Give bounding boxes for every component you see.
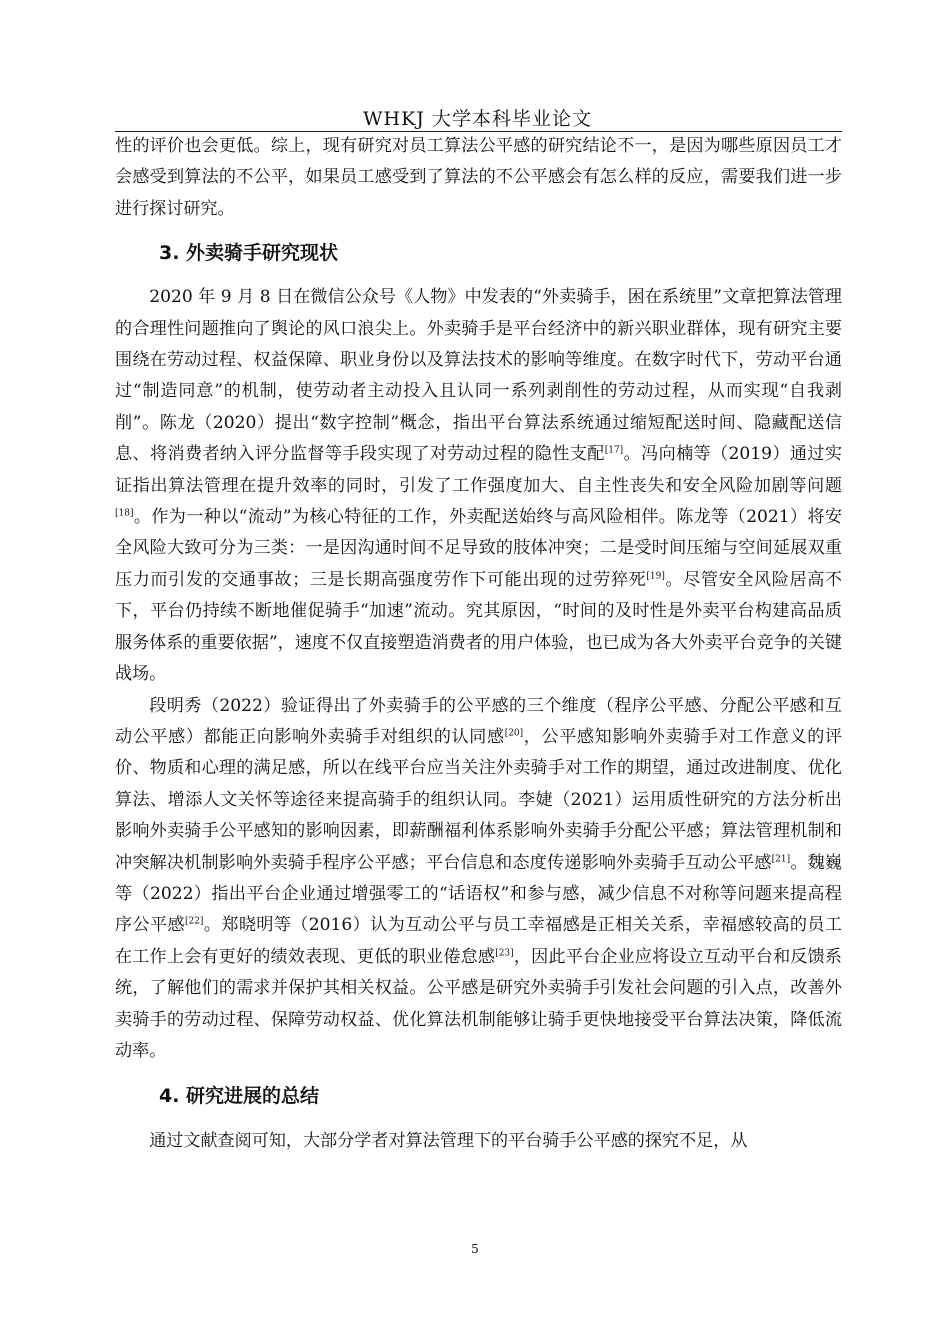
section-3-paragraph-1: [115, 282, 842, 690]
citation-22: [22]: [184, 916, 204, 927]
paragraph-text: 。郑晓明等（2016）认为互动公平与员工幸福感是正相关关系，幸福感较高的员工在工作上会有更好的绩效表现、更低的职业倦怠感: [115, 915, 843, 967]
paragraph-text: 。冯向楠等（2019）通过实证指出算法管理在提升效率的同时，引发了工作强度加大、自主性丧失和安全风险加剧等问题: [115, 444, 842, 496]
paragraph-text: 2020 年 9 月 8 日在微信公众号《人物》中发表的“外卖骑手，困在系统里”文章把算法管理的合理性问题推向了舆论的风口浪尖上。外卖骑手是平台经济中的新兴职业群体，现有研究主要围绕在劳动过程、权益保障、职业身份以及算法技术的影响等维度。在数字时代下，劳动平台通过“制造同意”的机制，使劳动者主动投入且认同一系列剥削性的劳动过程，从而实现“自我剥削”。陈龙（2020）提出“数字控制”概念，指出平台算法系统通过缩短配送时间、隐藏配送信息、将消费者纳入评分监督等手段实现了对劳动过程的隐性支配: [115, 287, 842, 465]
paragraph-text: 。作为一种以“流动”为核心特征的工作，外卖配送始终与高风险相伴。陈龙等（2021）将安全风险大致可分为三类：一是因沟通时间不足导致的肢体冲突；二是受时间压缩与空间延展双重压力而引发的交通事故；三是长期高强度劳作下可能出现的过劳猝死: [115, 507, 842, 590]
citation-23: [23]: [495, 948, 514, 959]
section-4-heading: 4. 研究进展的总结: [159, 1085, 320, 1108]
citation-17: [17]: [604, 445, 624, 456]
page-number: 5: [471, 1242, 479, 1256]
document-body: [115, 131, 842, 1158]
paragraph-text: 。尽管安全风险居高不下，平台仍持续不断地催促骑手“加速”流动。究其原因，“时间的及时性是外卖平台构建高品质服务体系的重要依据”，速度不仅直接塑造消费者的用户体验，也已成为各大外卖平台竞争的关键战场。: [115, 569, 843, 685]
paragraph-text: 段明秀（2022）验证得出了外卖骑手的公平感的三个维度（程序公平感、分配公平感和互动公平感）都能正向影响外卖骑手对组织的认同感: [115, 695, 842, 747]
citation-19: [19]: [646, 571, 665, 582]
page-header: WHKJ 大学本科毕业论文: [363, 108, 592, 130]
paragraph-text: 。魏巍等（2022）指出平台企业通过增强零工的“话语权”和参与感，减少信息不对称等问题来提高程序公平感: [115, 852, 842, 936]
citation-21: [21]: [771, 853, 791, 864]
section-4-paragraph-1: 通过文献查阅可知，大部分学者对算法管理下的平台骑手公平感的探究不足，从: [149, 1131, 748, 1152]
section-3-paragraph-2: [115, 691, 842, 1068]
paragraph-text: ，公平感知影响外卖骑手对工作意义的评价、物质和心理的满足感，所以在线平台应当关注外卖骑手对工作的期望，通过改进制度、优化算法、增添人文关怀等途径来提高骑手的组织认同。李婕（2021）运用质性研究的方法分析出影响外卖骑手公平感知的影响因素，即薪酬福利体系影响外卖骑手分配公平感；算法管理机制和冲突解决机制影响外卖骑手程序公平感；平台信息和态度传递影响外卖骑手互动公平感: [115, 726, 843, 873]
continued-paragraph: 性的评价也会更低。综上，现有研究对员工算法公平感的研究结论不一，是因为哪些原因员工才会感受到算法的不公平，如果员工感受到了算法的不公平感会有怎么样的反应，需要我们进一步进行探讨研究。: [115, 136, 842, 219]
citation-20: [20]: [504, 728, 524, 739]
paragraph-text: ，因此平台企业应将设立互动平台和反馈系统，了解他们的需求并保护其相关权益。公平感是研究外卖骑手引发社会问题的引入点，改善外卖骑手的劳动过程、保障劳动权益、优化算法机制能够让骑手更快地接受平台算法决策，降低流动率。: [115, 946, 843, 1061]
section-3-heading: 3. 外卖骑手研究现状: [159, 242, 339, 265]
citation-18: [18]: [115, 508, 134, 519]
